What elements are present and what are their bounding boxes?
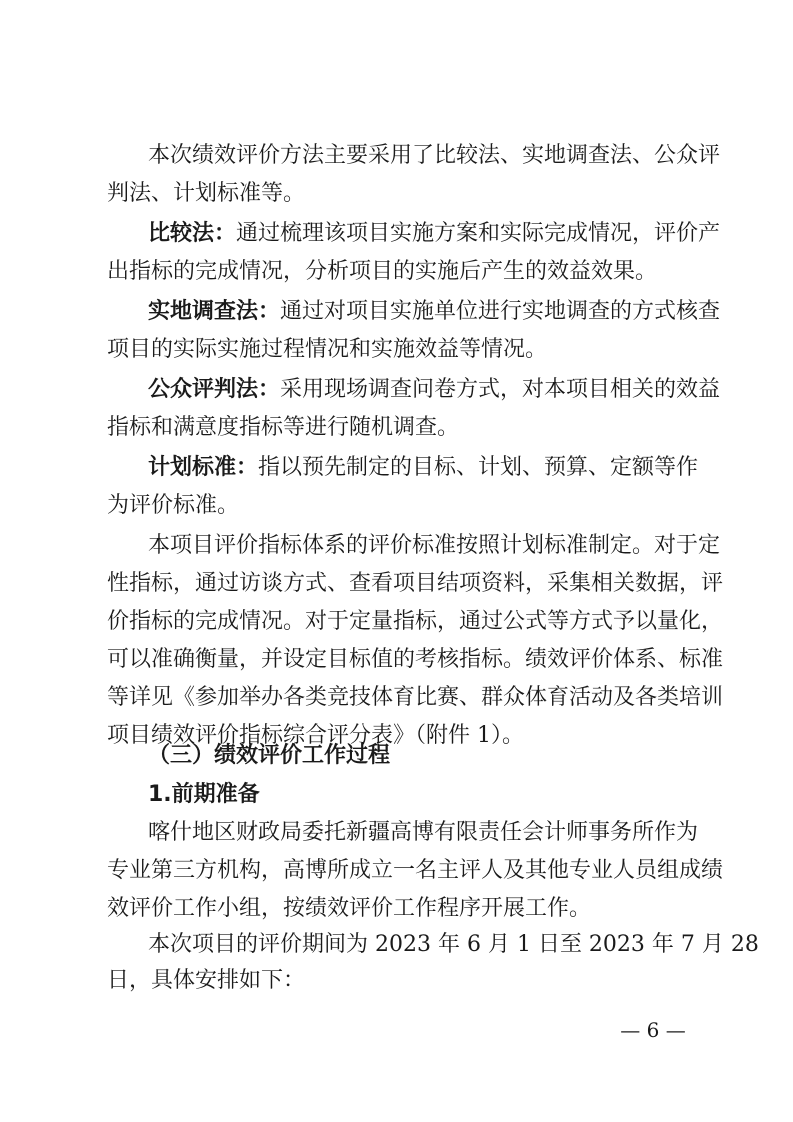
paragraph-period-line-2: 日，具体安排如下： <box>107 968 306 993</box>
paragraph-indicators-line-1: 本项目评价指标体系的评价标准按照计划标准制定。对于定 <box>148 533 721 558</box>
paragraph-indicators-line-4: 可以准确衡量，并设定目标值的考核指标。绩效评价体系、标准 <box>107 647 724 672</box>
paragraph-indicators-line-2: 性指标，通过访谈方式、查看项目结项资料，采集相关数据，评 <box>107 571 724 596</box>
paragraph-engagement-line-1: 喀什地区财政局委托新疆高博有限责任会计师事务所作为 <box>148 820 699 845</box>
paragraph-indicators-line-5: 等详见《参加举办各类竞技体育比赛、群众体育活动及各类培训 <box>107 685 724 710</box>
term-plan-standard: 计划标准： <box>148 455 259 480</box>
paragraph-comparison-line-2: 出指标的完成情况，分析项目的实施后产生的效益效果。 <box>107 259 658 284</box>
paragraph-comparison-line-1: 比较法：通过梳理该项目实施方案和实际完成情况，评价产 <box>148 221 721 246</box>
paragraph-indicators-line-3: 价指标的完成情况。对于定量指标，通过公式等方式予以量化， <box>107 609 724 634</box>
paragraph-public-judgment-line-2: 指标和满意度指标等进行随机调查。 <box>107 415 460 440</box>
section-heading-process: （三）绩效评价工作过程 <box>148 743 391 768</box>
term-comparison: 比较法： <box>148 221 237 246</box>
term-public-judgment: 公众评判法： <box>148 377 281 402</box>
paragraph-field-survey-line-1: 实地调查法：通过对项目实施单位进行实地调查的方式核查 <box>148 299 721 324</box>
term-field-survey: 实地调查法： <box>148 299 281 324</box>
paragraph-public-judgment-line-1: 公众评判法：采用现场调查问卷方式，对本项目相关的效益 <box>148 377 721 402</box>
paragraph-field-survey-line-2: 项目的实际实施过程情况和实施效益等情况。 <box>107 337 548 362</box>
paragraph-engagement-line-2: 专业第三方机构，高博所成立一名主评人及其他专业人员组成绩 <box>107 858 724 883</box>
paragraph-period-line-1: 本次项目的评价期间为 2023 年 6 月 1 日至 2023 年 7 月 28 <box>148 932 759 957</box>
paragraph-methods-line-2: 判法、计划标准等。 <box>107 181 306 206</box>
page-number: — 6 — <box>620 1018 686 1042</box>
paragraph-indicators-line-6: 项目绩效评价指标综合评分表》（附件 1）。 <box>107 723 524 748</box>
paragraph-engagement-line-3: 效评价工作小组，按绩效评价工作程序开展工作。 <box>107 896 592 921</box>
paragraph-methods-line-1: 本次绩效评价方法主要采用了比较法、实地调查法、公众评 <box>148 143 721 168</box>
paragraph-plan-standard-line-1: 计划标准：指以预先制定的目标、计划、预算、定额等作 <box>148 455 699 480</box>
subsection-heading-preparation: 1.前期准备 <box>148 782 260 807</box>
paragraph-plan-standard-line-2: 为评价标准。 <box>107 493 240 518</box>
